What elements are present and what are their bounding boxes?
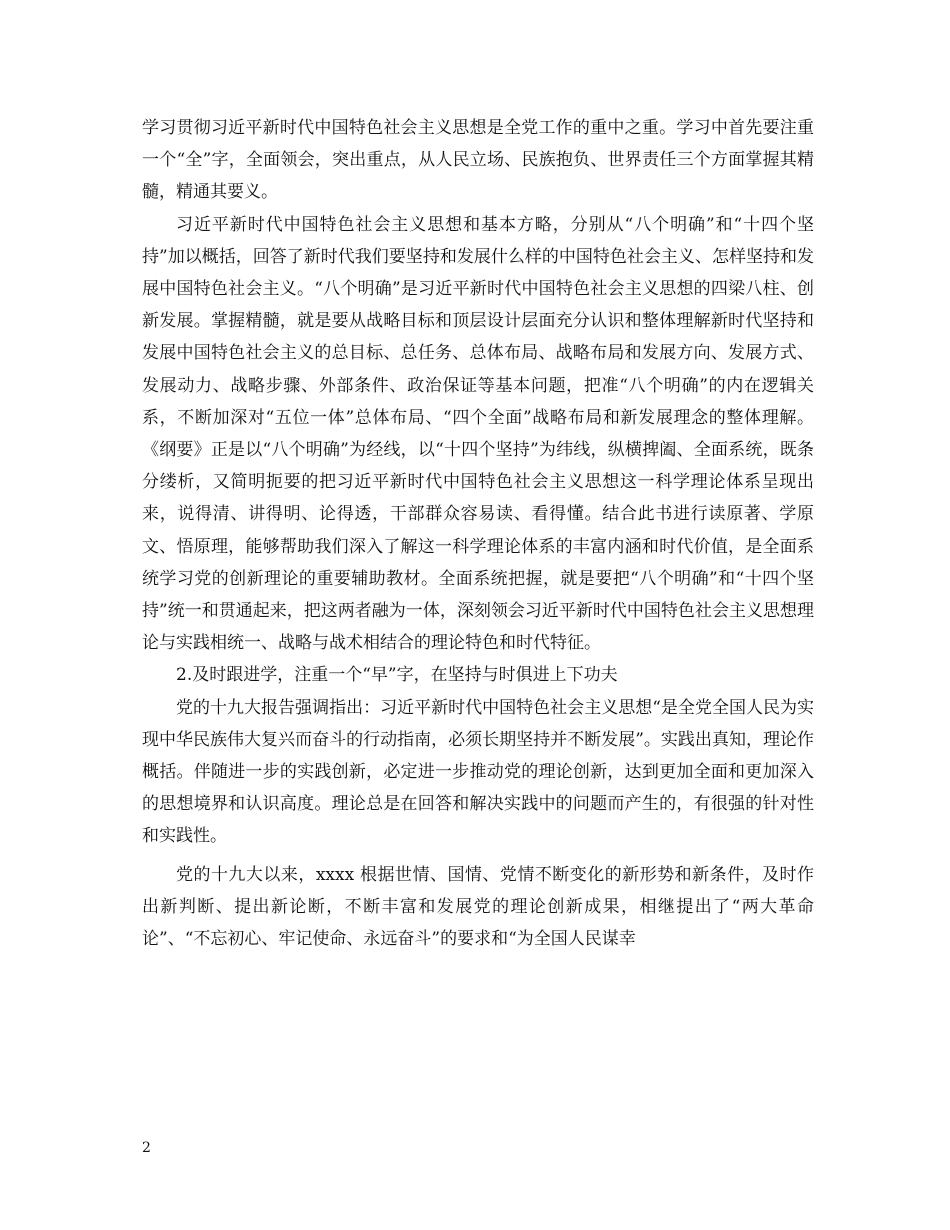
paragraph-3: 党的十九大报告强调指出：习近平新时代中国特色社会主义思想“是全党全国人民为实现中华民族伟大复兴而奋斗的行动指南，必须长期坚持并不断发展”。实践出真知，理论作概括。伴随进一步的实践创新，必定进一步推动党的理论创新，达到更加全面和更加深入的思想境界和认识高度。理论总是在回答和解决实践中的问题而产生的，有很强的针对性和实践性。 [142,697,814,847]
paragraph-1: 学习贯彻习近平新时代中国特色社会主义思想是全党工作的重中之重。学习中首先要注重一个“全”字，全面领会，突出重点，从人民立场、民族抱负、世界责任三个方面掌握其精髓，精通其要义。 [142,118,814,203]
section-heading: 2.及时跟进学，注重一个“早”字，在坚持与时俱进上下功夫 [176,665,618,686]
document-body [142,112,814,955]
page-number: 2 [142,1140,151,1156]
paragraph-4: 党的十九大以来，xxxx 根据世情、国情、党情不断变化的新形势和新条件，及时作出新判断、提出新论断，不断丰富和发展党的理论创新成果，相继提出了“两大革命论”、“不忘初心、牢记使命、永远奋斗”的要求和“为全国人民谋幸 [142,864,814,950]
paragraph-2: 习近平新时代中国特色社会主义思想和基本方略，分别从“八个明确”和“十四个坚持”加以概括，回答了新时代我们要坚持和发展什么样的中国特色社会主义、怎样坚持和发展中国特色社会主义。“八个明确”是习近平新时代中国特色社会主义思想的四梁八柱、创新发展。掌握精髓，就是要从战略目标和顶层设计层面充分认识和整体理解新时代坚持和发展中国特色社会主义的总目标、总任务、总体布局、战略布局和发展方向、发展方式、发展动力、战略步骤、外部条件、政治保证等基本问题，把准“八个明确”的内在逻辑关系，不断加深对“五位一体”总体布局、“四个全面”战略布局和新发展理念的整体理解。《纲要》正是以“八个明确”为经线，以“十四个坚持”为纬线，纵横捭阖、全面系统，既条分缕析，又简明扼要的把习近平新时代中国特色社会主义思想这一科学理论体系呈现出来，说得清、讲得明、论得透，干部群众容易读、看得懂。结合此书进行读原著、学原文、悟原理，能够帮助我们深入了解这一科学理论体系的丰富内涵和时代价值，是全面系统学习党的创新理论的重要辅助教材。全面系统把握，就是要把“八个明确”和“十四个坚持”统一和贯通起来，把这两者融为一体，深刻领会习近平新时代中国特色社会主义思想理论与实践相统一、战略与战术相结合的理论特色和时代特征。 [142,214,814,654]
